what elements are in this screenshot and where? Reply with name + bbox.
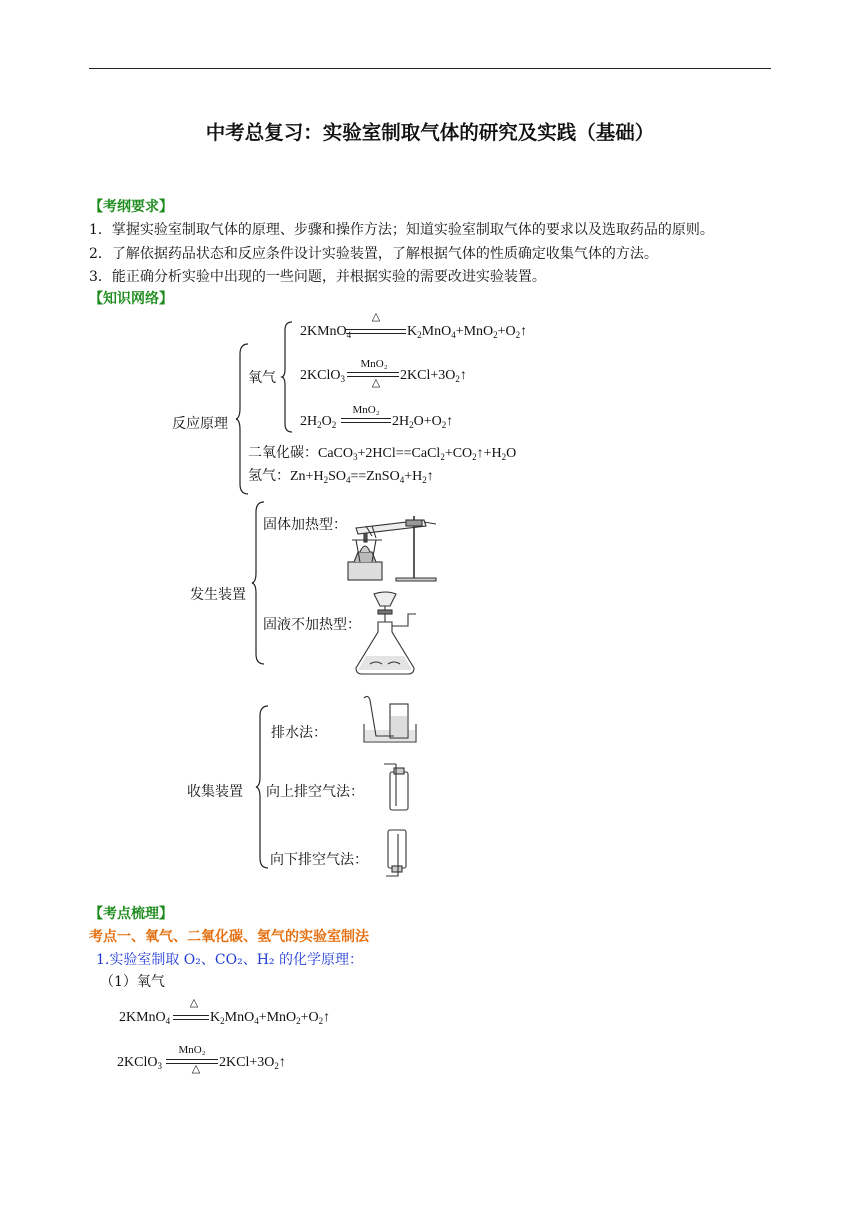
catalyst-label: MnO₂ <box>178 1044 206 1056</box>
eq-h2o2-products: $2H_2O+O_2↑$ <box>392 414 454 430</box>
eq2-kclo3-reactant: 2KClO$_3$ <box>117 1055 162 1071</box>
solid-heat-label: 固体加热型： <box>263 517 347 533</box>
eq2-kclo3-products: $2KCl+3O_2↑$ <box>219 1055 286 1071</box>
eq-kmno4-products: $K_2MnO_4+MnO_2+O_2↑$ <box>407 324 528 340</box>
catalyst-label: MnO₂ <box>352 404 380 416</box>
solid-heating-apparatus-icon <box>346 506 442 582</box>
network-header: 【知识网络】 <box>89 291 173 307</box>
oxygen-brace <box>282 322 294 432</box>
point-1-oxygen: （1）氧气 <box>100 974 165 990</box>
catalyst-label: MnO₂ <box>360 358 388 370</box>
upward-air-bottle-icon <box>384 762 414 812</box>
points-header: 【考点梳理】 <box>89 906 173 922</box>
water-displacement-icon <box>362 694 418 746</box>
eq-kclo3-reactant: 2KClO$_3$ <box>300 368 345 384</box>
heat-symbol: △ <box>191 1063 201 1075</box>
h2-label: 氢气：$Zn+H_2SO_4==ZnSO_4+H_2↑$ <box>248 468 434 485</box>
eq-h2o2-reactant: $2H_2O_2$ <box>300 414 337 430</box>
heat-symbol: △ <box>371 377 381 389</box>
eq2-kmno4-products: $K_2MnO_4+MnO_2+O_2↑$ <box>210 1010 331 1026</box>
heat-symbol: △ <box>371 311 381 323</box>
reaction-principle-label: 反应原理 <box>172 416 228 432</box>
point-1-sub: 1.实验室制取 O₂、CO₂、H₂ 的化学原理： <box>96 952 363 968</box>
eq-kclo3-products: $2KCl+3O_2↑$ <box>400 368 467 384</box>
equals-sign <box>173 1015 209 1020</box>
heat-symbol: △ <box>189 997 199 1009</box>
eq2-kmno4-reactant: 2KMnO$_4$ <box>119 1010 171 1026</box>
water-method-label: 排水法： <box>271 725 327 741</box>
eq-kmno4-reactant: 2KMnO$_4$ <box>300 324 352 340</box>
co2-label: 二氧化碳：$CaCO_3+2HCl==CaCl_2+CO_2↑+H_2O$ <box>248 445 517 462</box>
requirements-header: 【考纲要求】 <box>89 199 173 215</box>
requirement-2: 2．了解依据药品状态和反应条件设计实验装置，了解根据气体的性质确定收集气体的方法。 <box>89 246 658 262</box>
upward-air-label: 向上排空气法： <box>266 784 364 800</box>
equals-sign <box>341 418 391 423</box>
downward-air-bottle-icon <box>382 826 416 878</box>
solid-liquid-label: 固液不加热型： <box>263 617 361 633</box>
generator-label: 发生装置 <box>190 587 246 603</box>
requirement-1: 1．掌握实验室制取气体的原理、步骤和操作方法；知道实验室制取气体的要求以及选取药品的原则。 <box>89 222 714 238</box>
point-1-title: 考点一、氧气、二氧化碳、氢气的实验室制法 <box>89 929 369 945</box>
oxygen-label: 氧气 <box>248 370 276 386</box>
top-rule <box>89 68 771 69</box>
page-title: 中考总复习：实验室制取气体的研究及实践（基础） <box>205 121 655 144</box>
solid-liquid-apparatus-icon <box>356 590 420 676</box>
collector-label: 收集装置 <box>187 784 243 800</box>
downward-air-label: 向下排空气法： <box>270 852 368 868</box>
requirement-3: 3．能正确分析实验中出现的一些问题，并根据实验的需要改进实验装置。 <box>89 269 546 285</box>
equals-sign <box>346 329 406 334</box>
